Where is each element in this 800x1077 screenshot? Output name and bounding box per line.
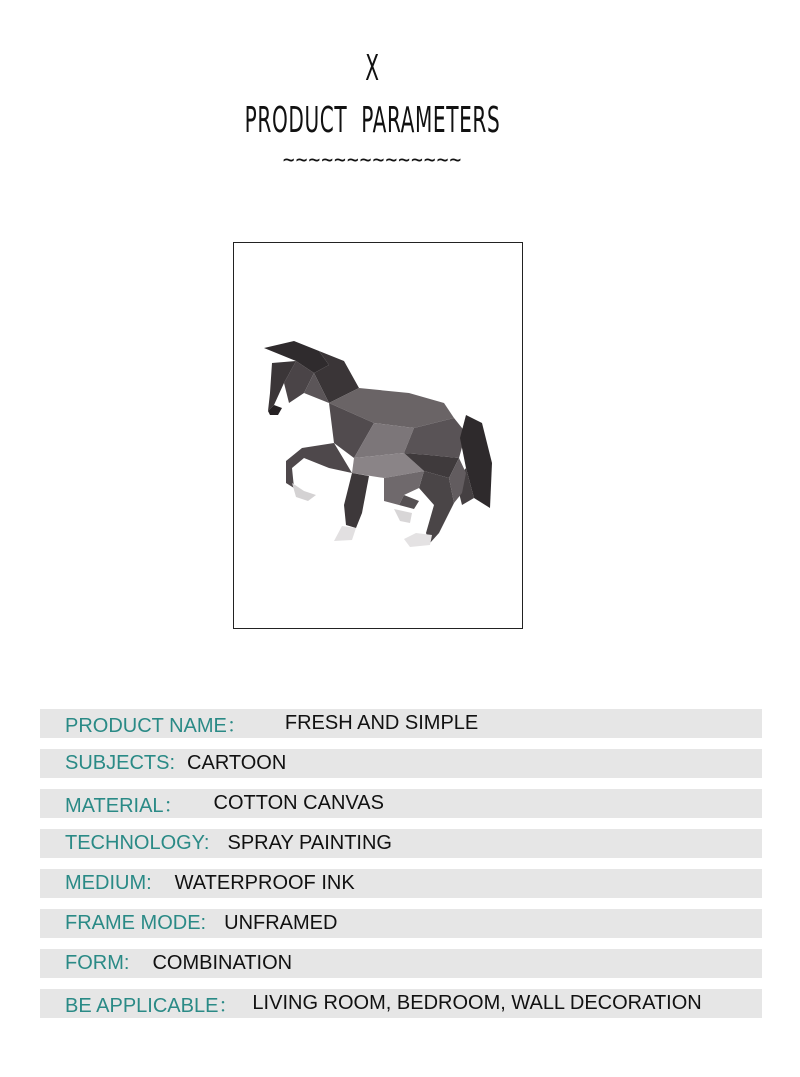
param-label: FORM: bbox=[65, 952, 130, 974]
param-row-frame-mode bbox=[40, 909, 762, 938]
param-value: LIVING ROOM, BEDROOM, WALL DECORATION bbox=[252, 992, 702, 1014]
param-value: UNFRAMED bbox=[224, 912, 338, 934]
param-value: COTTON CANVAS bbox=[213, 792, 384, 814]
param-label: SUBJECTS: bbox=[65, 752, 176, 774]
param-row-subjects bbox=[40, 749, 762, 778]
param-row-technology bbox=[40, 829, 762, 858]
param-row-form bbox=[40, 949, 762, 978]
title-divider: ~~~~~~~~~~~~~~ bbox=[282, 148, 463, 173]
product-image-frame bbox=[233, 242, 523, 629]
page-title: PRODUCT PARAMETERS bbox=[244, 100, 501, 141]
param-value: COMBINATION bbox=[152, 952, 293, 974]
product-parameters-table bbox=[40, 709, 762, 1029]
param-row-medium bbox=[40, 869, 762, 898]
param-value: CARTOON bbox=[187, 752, 287, 774]
param-label: PRODUCT NAME： bbox=[65, 715, 247, 737]
param-label: MEDIUM: bbox=[65, 872, 152, 894]
param-value: WATERPROOF INK bbox=[174, 872, 355, 894]
param-row-product-name bbox=[40, 709, 762, 738]
param-label: BE APPLICABLE： bbox=[65, 995, 239, 1017]
close-x-mark: X bbox=[365, 48, 380, 89]
param-label: FRAME MODE: bbox=[65, 912, 207, 934]
param-value: FRESH AND SIMPLE bbox=[284, 712, 479, 734]
param-row-material bbox=[40, 789, 762, 818]
param-label: TECHNOLOGY: bbox=[65, 832, 210, 854]
param-label: MATERIAL： bbox=[65, 795, 184, 817]
param-row-be-applicable bbox=[40, 989, 762, 1018]
param-value: SPRAY PAINTING bbox=[227, 832, 392, 854]
geometric-horse-illustration bbox=[234, 243, 522, 628]
